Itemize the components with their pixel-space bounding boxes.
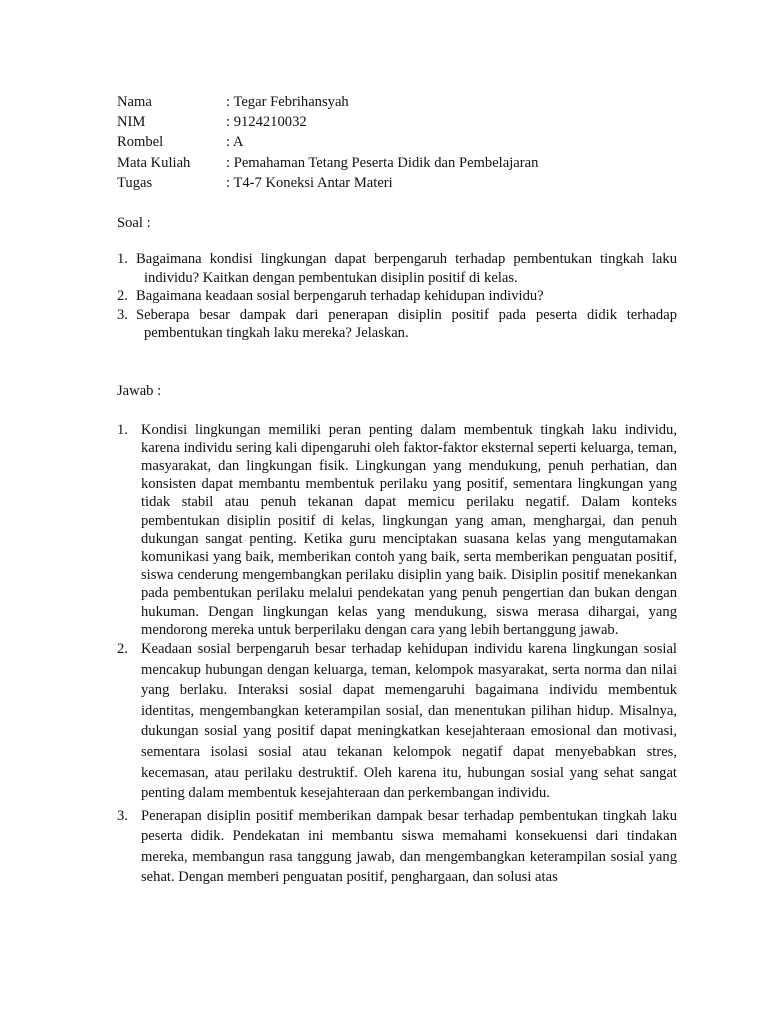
value-nama: : Tegar Febrihansyah <box>226 94 349 110</box>
question-text: Bagaimana kondisi lingkungan dapat berpengaruh terhadap pembentukan tingkah laku individu? Kaitkan dengan pembentukan disiplin positif di kelas. <box>136 251 677 286</box>
answer-number: 3. <box>117 807 128 824</box>
value-tugas: : T4-7 Koneksi Antar Materi <box>226 174 393 191</box>
value-nim: : 9124210032 <box>226 114 307 131</box>
answer-list <box>117 421 677 889</box>
label-mata-kuliah: Mata Kuliah <box>117 154 191 171</box>
jawab-heading: Jawab : <box>117 382 162 399</box>
value-rombel: : A <box>226 134 244 151</box>
label-rombel: Rombel <box>117 134 164 151</box>
document-page <box>117 92 677 888</box>
answer-item <box>117 421 677 639</box>
soal-heading: Soal : <box>117 215 151 232</box>
answer-item <box>117 806 677 888</box>
question-list <box>117 250 677 343</box>
answer-number: 2. <box>117 640 128 657</box>
question-item <box>117 306 677 343</box>
answer-item <box>117 639 677 804</box>
answer-text: Keadaan sosial berpengaruh besar terhadap kehidupan individu karena lingkungan sosial mencakup hubungan dengan keluarga, teman, kelompok masyarakat, serta norma dan nilai yang berlaku. Interaksi sosial dapat memengaruhi bagaimana individu membentuk identitas, mengembangkan keterampilan sosial, dan menentukan pilihan hidup. Misalnya, dukungan sosial yang positif dapat meningkatkan kesejahteraan emosional dan motivasi, sementara isolasi sosial atau tekanan kelompok negatif dapat menyebabkan stres, kecemasan, atau perilaku destruktif. Oleh karena itu, hubungan sosial yang sehat sangat penting dalam membentuk kesejahteraan dan perkembangan individu. <box>141 640 677 802</box>
question-item <box>117 250 677 287</box>
question-number: 2. <box>117 288 128 305</box>
label-tugas: Tugas <box>117 174 153 191</box>
identity-block <box>117 92 677 193</box>
question-number: 3. <box>117 306 128 323</box>
answer-text: Kondisi lingkungan memiliki peran penting dalam membentuk tingkah laku individu, karena individu sering kali dipengaruhi oleh faktor-faktor eksternal seperti keluarga, teman, masyarakat, dan lingkungan fisik. Lingkungan yang mendukung, penuh perhatian, dan konsisten dapat membantu membentuk perilaku yang positif, sementara lingkungan yang tidak stabil atau penuh tekanan dapat memicu perilaku negatif. Dalam konteks pembentukan disiplin positif di kelas, lingkungan yang aman, menghargai, dan penuh dukungan sangat penting. Ketika guru menciptakan suasana kelas yang mengutamakan komunikasi yang baik, memberikan contoh yang baik, serta memberikan penguatan positif, siswa cenderung mengembangkan perilaku disiplin yang baik. Disiplin positif menekankan pada pembentukan perilaku melalui pendekatan yang penuh pengertian dan bukan dengan hukuman. Dengan lingkungan kelas yang mendukung, siswa merasa dihargai, yang mendorong mereka untuk berperilaku dengan cara yang lebih bertanggung jawab. <box>141 421 677 638</box>
label-nama: Nama <box>117 94 152 110</box>
question-text: Bagaimana keadaan sosial berpengaruh terhadap kehidupan individu? <box>136 288 544 305</box>
question-item <box>117 287 677 306</box>
answer-number: 1. <box>117 421 128 438</box>
answer-text: Penerapan disiplin positif memberikan dampak besar terhadap pembentukan tingkah laku peserta didik. Pendekatan ini membantu siswa memahami konsekuensi dari tindakan mereka, membangun rasa tanggung jawab, dan mengembangkan keterampilan sosial yang sehat. Dengan memberi penguatan positif, penghargaan, dan solusi atas <box>141 807 677 886</box>
value-mata-kuliah: : Pemahaman Tetang Peserta Didik dan Pembelajaran <box>226 154 539 171</box>
question-text: Seberapa besar dampak dari penerapan disiplin positif pada peserta didik terhadap pembentukan tingkah laku mereka? Jelaskan. <box>136 306 677 342</box>
label-nim: NIM <box>117 114 146 131</box>
question-number: 1. <box>117 251 128 268</box>
